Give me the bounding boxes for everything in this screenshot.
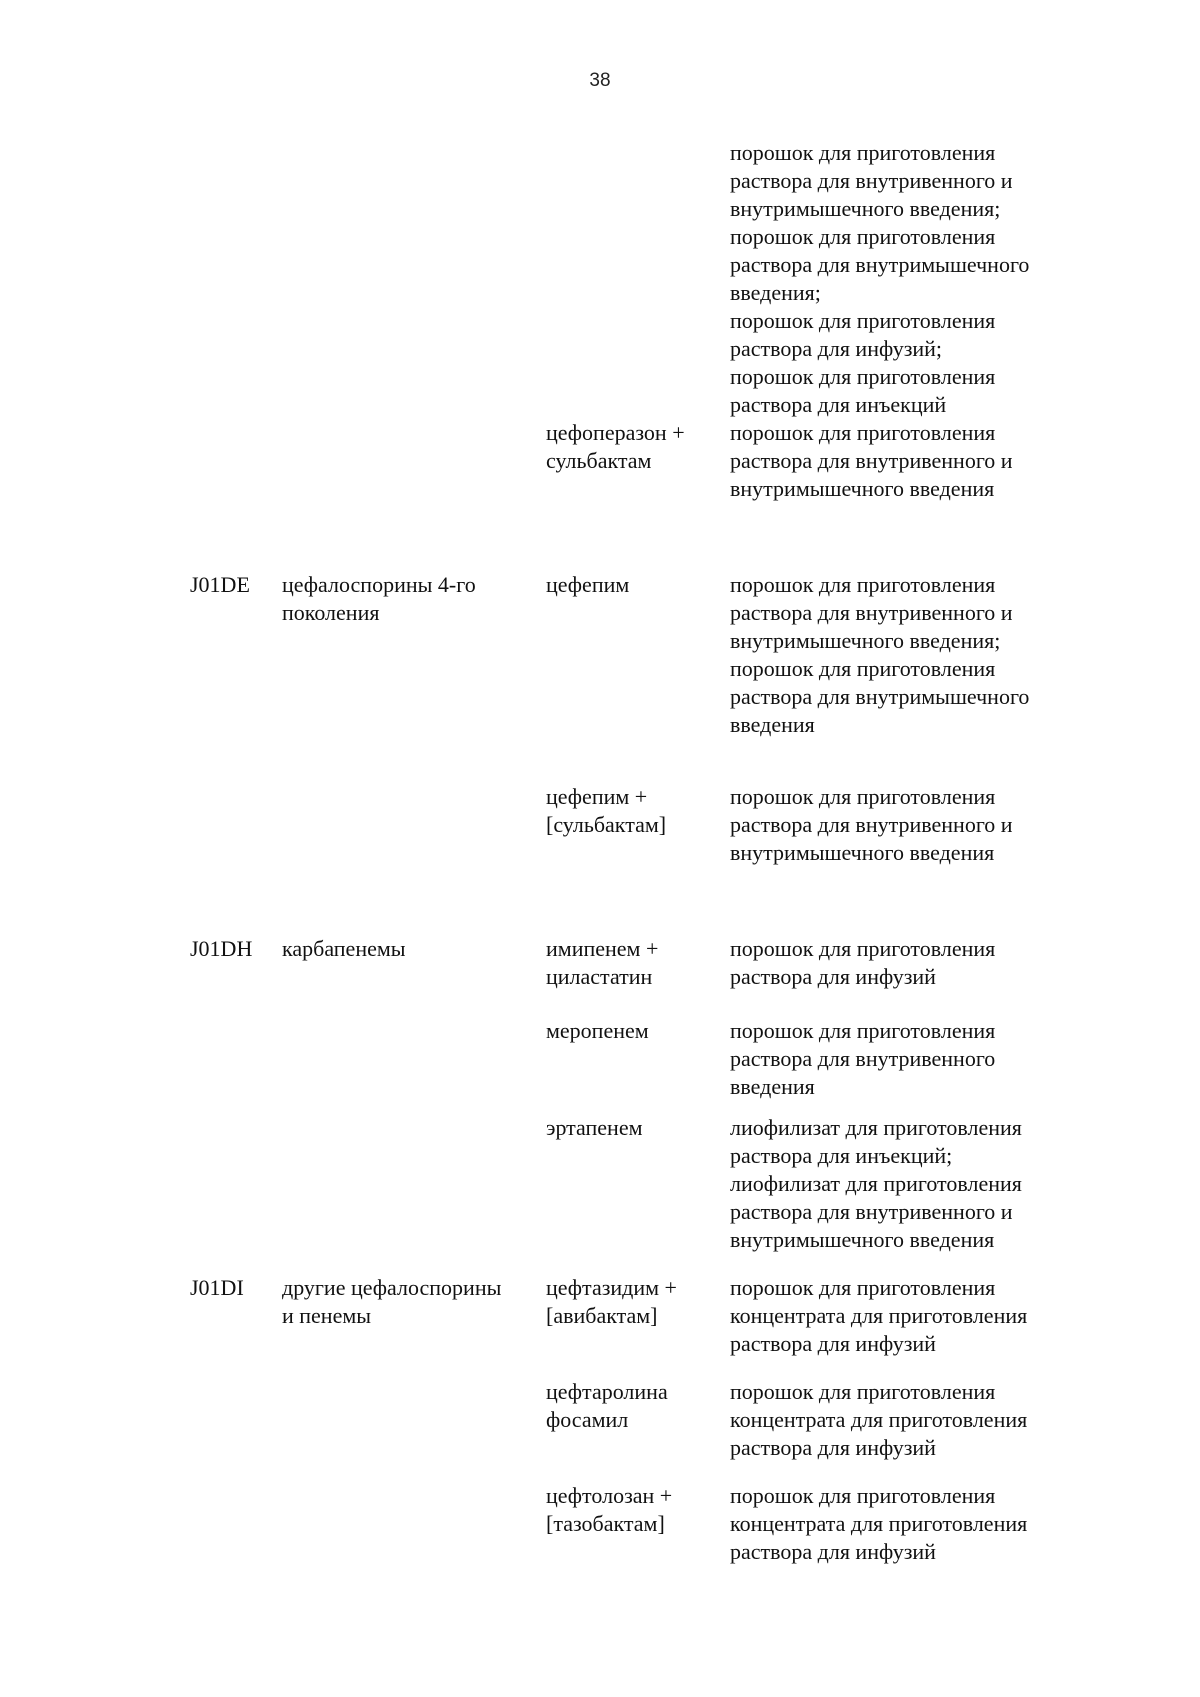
drug-name: имипенем + циластатин	[546, 936, 659, 989]
drug-name: меропенем	[546, 1018, 649, 1043]
dosage-form: порошок для приготовления раствора для внутривенного и внутримышечного введения; порошок для приготовления раствора для внутримышечного введения; порошок для приготовления раствора для инфузий; порошок для приготовления раствора для инъекций	[730, 140, 1030, 417]
dosage-form: порошок для приготовления раствора для инфузий	[730, 936, 996, 989]
drug-name: цефоперазон + сульбактам	[546, 420, 685, 473]
atc-code: J01DH	[190, 936, 253, 961]
drug-name: цефепим + [сульбактам]	[546, 784, 667, 837]
page-number: 38	[589, 70, 611, 91]
dosage-form: порошок для приготовления концентрата для приготовления раствора для инфузий	[730, 1483, 1028, 1564]
atc-code: J01DE	[190, 572, 250, 597]
dosage-form: порошок для приготовления раствора для внутривенного и внутримышечного введения	[730, 784, 1013, 865]
dosage-form: порошок для приготовления концентрата для приготовления раствора для инфузий	[730, 1275, 1028, 1356]
drug-name: цефтазидим + [авибактам]	[546, 1275, 677, 1328]
drug-name: цефтаролина фосамил	[546, 1379, 668, 1432]
dosage-form: порошок для приготовления раствора для внутривенного введения	[730, 1018, 996, 1099]
dosage-form: порошок для приготовления концентрата для приготовления раствора для инфузий	[730, 1379, 1028, 1460]
drug-name: цефтолозан + [тазобактам]	[546, 1483, 673, 1536]
dosage-form: порошок для приготовления раствора для внутривенного и внутримышечного введения	[730, 420, 1013, 501]
atc-group: цефалоспорины 4-го поколения	[282, 572, 476, 625]
dosage-form: порошок для приготовления раствора для внутривенного и внутримышечного введения; порошок для приготовления раствора для внутримышечного введения	[730, 572, 1030, 737]
dosage-form: лиофилизат для приготовления раствора для инъекций; лиофилизат для приготовления раствора для внутривенного и внутримышечного введения	[730, 1115, 1022, 1252]
atc-group: карбапенемы	[282, 936, 406, 961]
drug-name: эртапенем	[546, 1115, 643, 1140]
atc-code: J01DI	[190, 1275, 244, 1300]
drug-name: цефепим	[546, 572, 630, 597]
atc-group: другие цефалоспорины и пенемы	[282, 1275, 502, 1328]
